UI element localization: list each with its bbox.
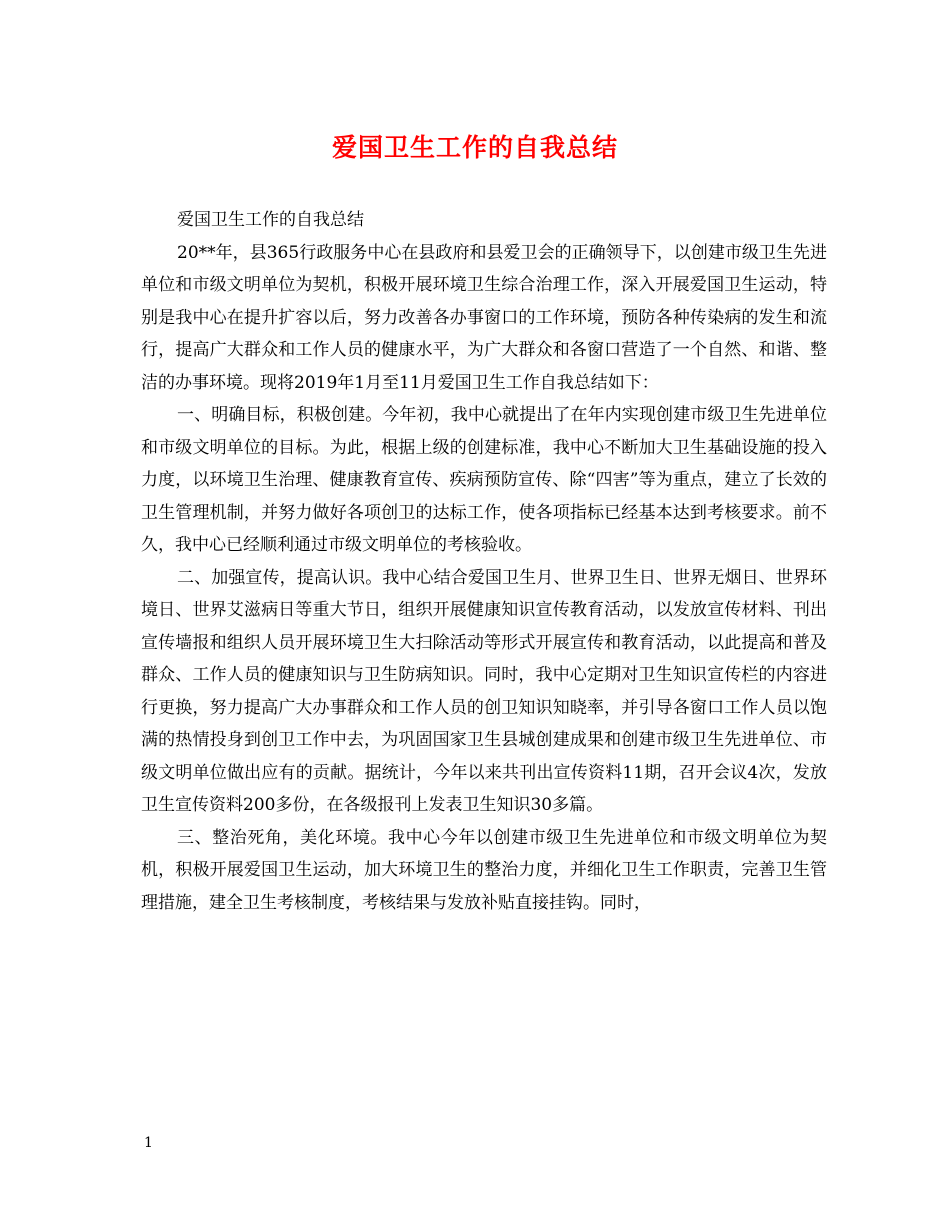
paragraph-section-two: 二、加强宣传，提高认识。我中心结合爱国卫生月、世界卫生日、世界无烟日、世界环境日、世界艾滋病日等重大节日，组织开展健康知识宣传教育活动，以发放宣传材料、刊出宣传墙报和组织人员开展环境卫生大扫除活动等形式开展宣传和教育活动，以此提高和普及群众、工作人员的健康知识与卫生防病知识。同时，我中心定期对卫生知识宣传栏的内容进行更换，努力提高广大办事群众和工作人员的创卫知识知晓率，并引导各窗口工作人员以饱满的热情投身到创卫工作中去，为巩固国家卫生县城创建成果和创建市级卫生先进单位、市级文明单位做出应有的贡献。据统计，今年以来共刊出宣传资料11期，召开会议4次，发放卫生宣传资料200多份，在各级报刊上发表卫生知识30多篇。 — [141, 567, 827, 815]
paragraph-section-one: 一、明确目标，积极创建。今年初，我中心就提出了在年内实现创建市级卫生先进单位和市级文明单位的目标。为此，根据上级的创建标准，我中心不断加大卫生基础设施的投入力度，以环境卫生治理、健康教育宣传、疾病预防宣传、除“四害”等为重点，建立了长效的卫生管理机制，并努力做好各项创卫的达标工作，使各项指标已经基本达到考核要求。前不久，我中心已经顺利通过市级文明单位的考核验收。 — [141, 405, 827, 555]
paragraph-section-three: 三、整治死角，美化环境。我中心今年以创建市级卫生先进单位和市级文明单位为契机，积极开展爱国卫生运动，加大环境卫生的整治力度，并细化卫生工作职责，完善卫生管理措施，建全卫生考核制度，考核结果与发放补贴直接挂钩。同时， — [141, 827, 827, 913]
page-number: 1 — [144, 1135, 153, 1151]
document-title: 爱国卫生工作的自我总结 — [331, 133, 618, 162]
document-body — [141, 204, 827, 919]
paragraph-intro: 20**年，县365行政服务中心在县政府和县爱卫会的正确领导下，以创建市级卫生先进单位和市级文明单位为契机，积极开展环境卫生综合治理工作，深入开展爱国卫生运动，特别是我中心在提升扩容以后，努力改善各办事窗口的工作环境，预防各种传染病的发生和流行，提高广大群众和工作人员的健康水平，为广大群众和各窗口营造了一个自然、和谐、整洁的办事环境。现将2019年1月至11月爱国卫生工作自我总结如下： — [141, 242, 827, 393]
paragraph-subtitle: 爱国卫生工作的自我总结 — [177, 210, 364, 230]
